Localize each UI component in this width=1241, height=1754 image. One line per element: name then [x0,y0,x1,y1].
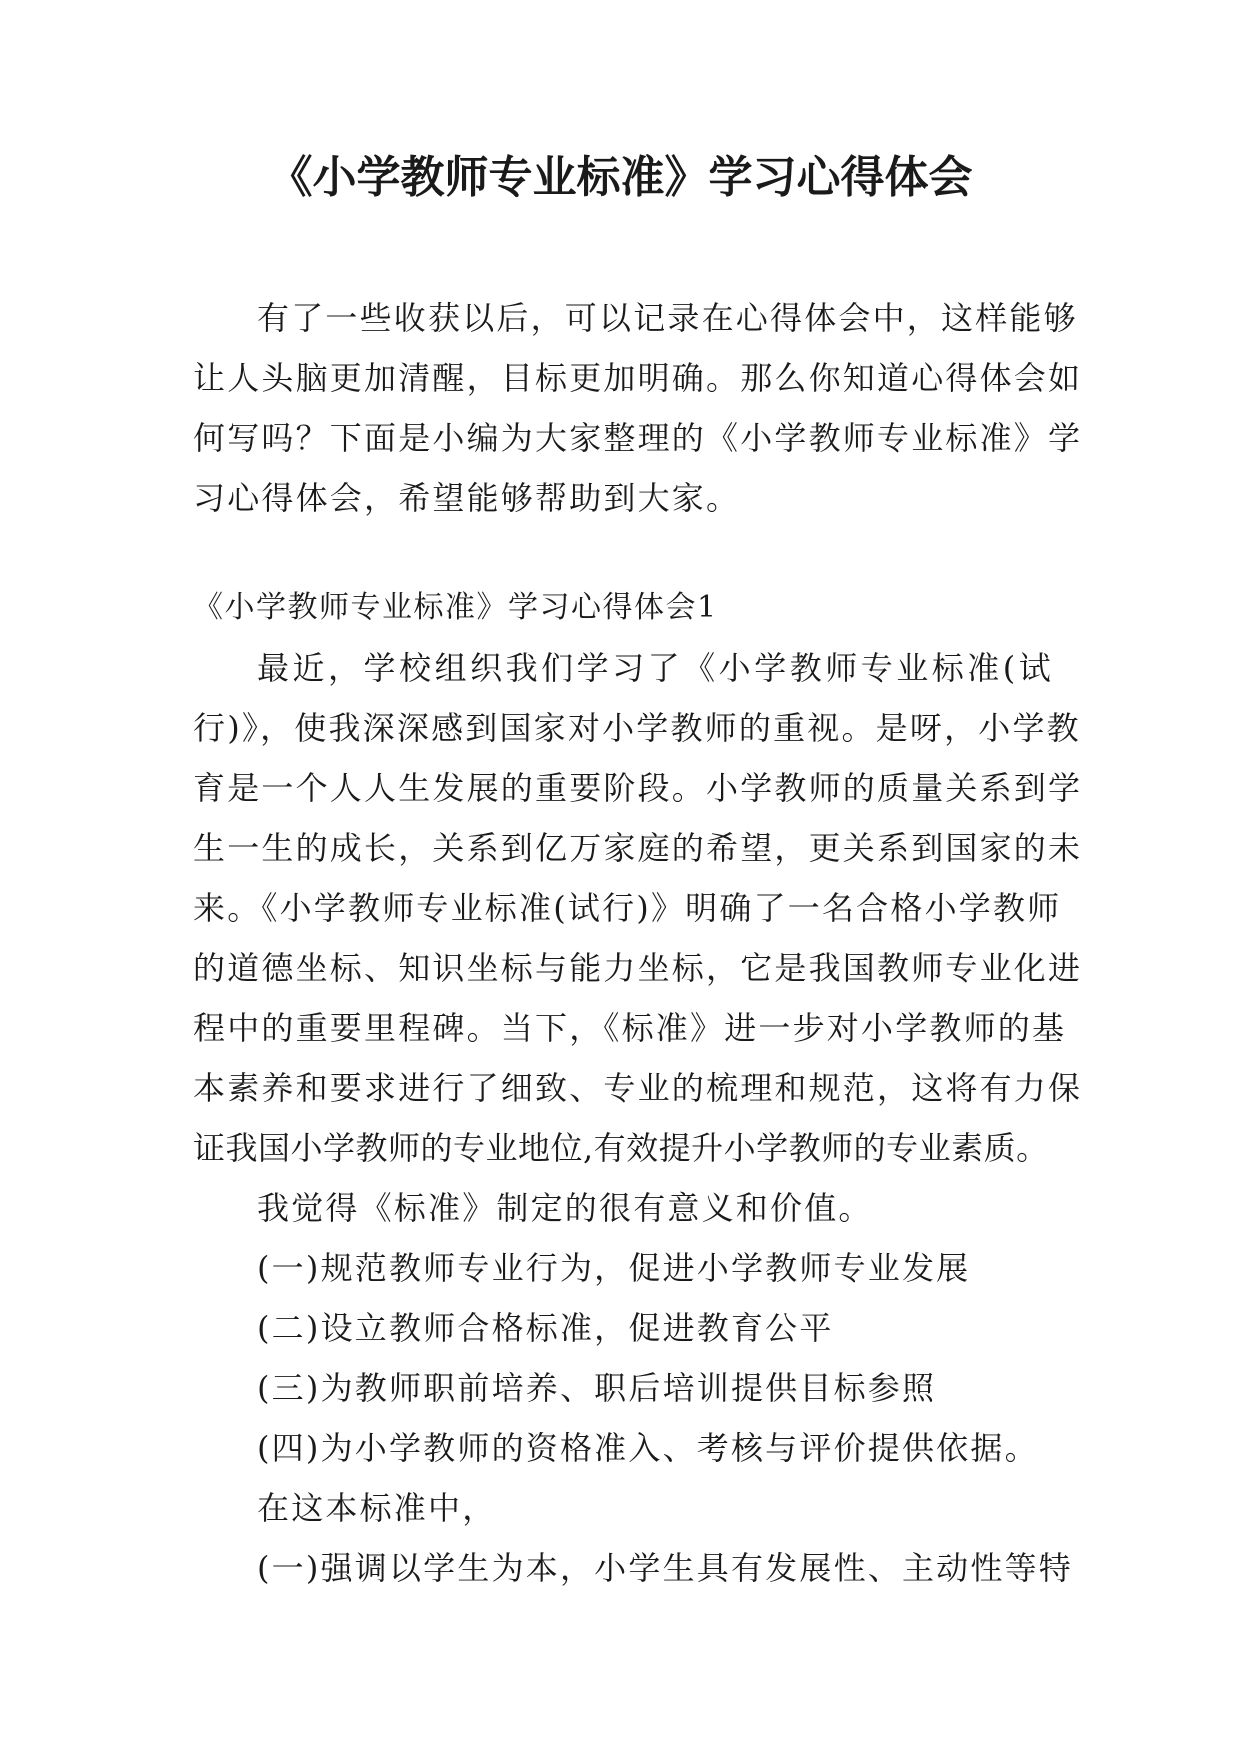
paragraph-line: (一)强调以学生为本，小学生具有发展性、主动性等特 [257,1549,1073,1587]
text-line: 习心得体会，希望能够帮助到大家。 [193,479,741,517]
text-line: 行)》，使我深深感到国家对小学教师的重视。是呀，小学教 [193,709,1081,747]
text-line: 来。《小学教师专业标准(试行)》明确了一名合格小学教师 [193,889,1062,927]
text-line: 有了一些收获以后，可以记录在心得体会中，这样能够 [257,299,1078,337]
text-line: 何写吗？下面是小编为大家整理的《小学教师专业标准》学 [193,419,1083,457]
text-line: 生一生的成长，关系到亿万家庭的希望，更关系到国家的未 [193,829,1083,867]
text-line: 本素养和要求进行了细致、专业的梳理和规范，这将有力保 [193,1069,1083,1107]
document-title: 《小学教师专业标准》学习心得体会 [268,152,973,203]
text-line: 证我国小学教师的专业地位,有效提升小学教师的专业素质。 [193,1129,1049,1167]
list-item: (三)为教师职前培养、职后培训提供目标参照 [257,1369,937,1407]
intro-paragraph [193,288,1083,528]
section-body [193,578,1083,1598]
text-line: 的道德坐标、知识坐标与能力坐标，它是我国教师专业化进 [193,949,1083,987]
paragraph-line: 在这本标准中， [257,1489,497,1527]
paragraph-line: 我觉得《标准》制定的很有意义和价值。 [257,1189,873,1227]
text-line: 育是一个人人生发展的重要阶段。小学教师的质量关系到学 [193,769,1083,807]
text-line: 最近，学校组织我们学习了《小学教师专业标准(试 [257,649,1053,687]
list-item: (二)设立教师合格标准，促进教育公平 [257,1309,834,1347]
section-heading: 《小学教师专业标准》学习心得体会1 [193,590,718,625]
text-line: 让人头脑更加清醒，目标更加明确。那么你知道心得体会如 [193,359,1083,397]
list-item: (四)为小学教师的资格准入、考核与评价提供依据。 [257,1429,1039,1467]
list-item: (一)规范教师专业行为，促进小学教师专业发展 [257,1249,971,1287]
text-line: 程中的重要里程碑。当下，《标准》进一步对小学教师的基 [193,1009,1067,1047]
